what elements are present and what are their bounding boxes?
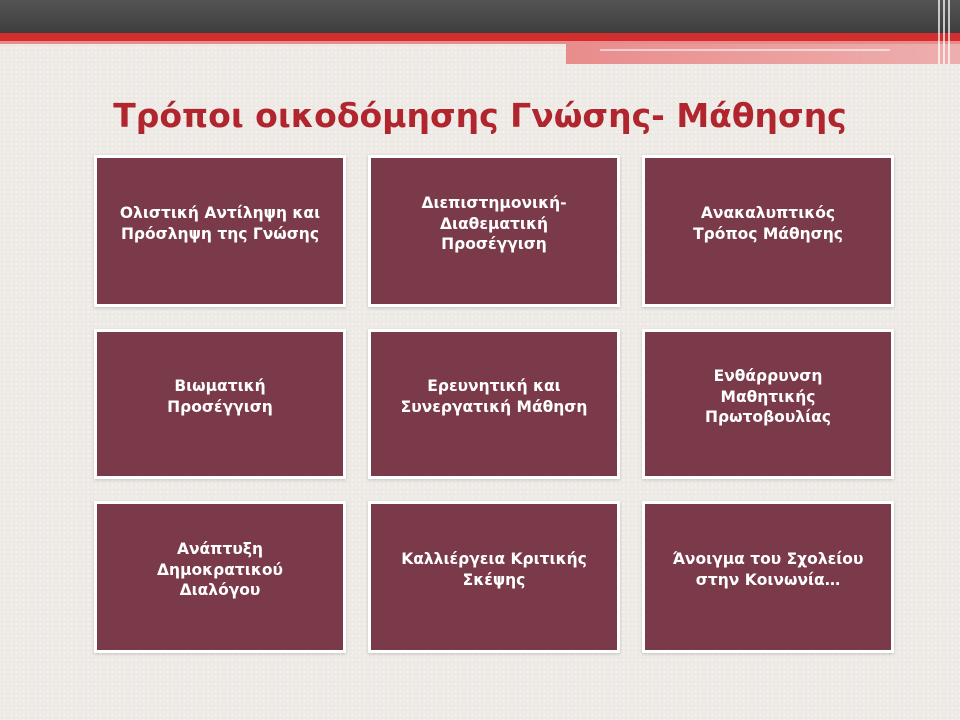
tile-label: Άνοιγμα του Σχολείου στην Κοινωνία… bbox=[672, 550, 864, 589]
tile-school-society-opening bbox=[642, 501, 894, 653]
tile-label: Ερευνητική και Συνεργατική Μάθηση bbox=[400, 377, 588, 416]
tile-label: Βιωματική Προσέγγιση bbox=[167, 377, 273, 416]
tile-discovery-learning bbox=[642, 155, 894, 307]
slide-title: Τρόποι οικοδόμησης Γνώσης- Μάθησης bbox=[113, 96, 847, 135]
corner-lines-decor bbox=[930, 0, 960, 64]
tile-interdisciplinary-approach bbox=[368, 155, 620, 307]
tile-label: Ενθάρρυνση Μαθητικής Πρωτοβουλίας bbox=[705, 366, 831, 427]
tile-label: Ολιστική Αντίληψη και Πρόσληψη της Γνώσης bbox=[119, 204, 321, 243]
top-pink-band bbox=[566, 44, 960, 64]
top-decor-bar bbox=[0, 0, 960, 33]
top-white-line bbox=[600, 49, 890, 51]
tile-holistic-perception bbox=[94, 155, 346, 307]
tile-democratic-dialogue bbox=[94, 501, 346, 653]
tile-student-initiative bbox=[642, 329, 894, 479]
tile-experiential-approach bbox=[94, 329, 346, 479]
tile-label: Ανακαλυπτικός Τρόπος Μάθησης bbox=[693, 204, 843, 243]
tile-label: Διεπιστημονική- Διαθεματική Προσέγγιση bbox=[421, 193, 567, 254]
tile-research-collaborative-learning bbox=[368, 329, 620, 479]
tile-label: Ανάπτυξη Δημοκρατικού Διαλόγου bbox=[157, 539, 283, 600]
tile-critical-thinking bbox=[368, 501, 620, 653]
tile-label: Καλλιέργεια Κριτικής Σκέψης bbox=[401, 550, 587, 589]
top-red-stripe bbox=[0, 33, 960, 41]
tile-grid bbox=[94, 155, 898, 653]
